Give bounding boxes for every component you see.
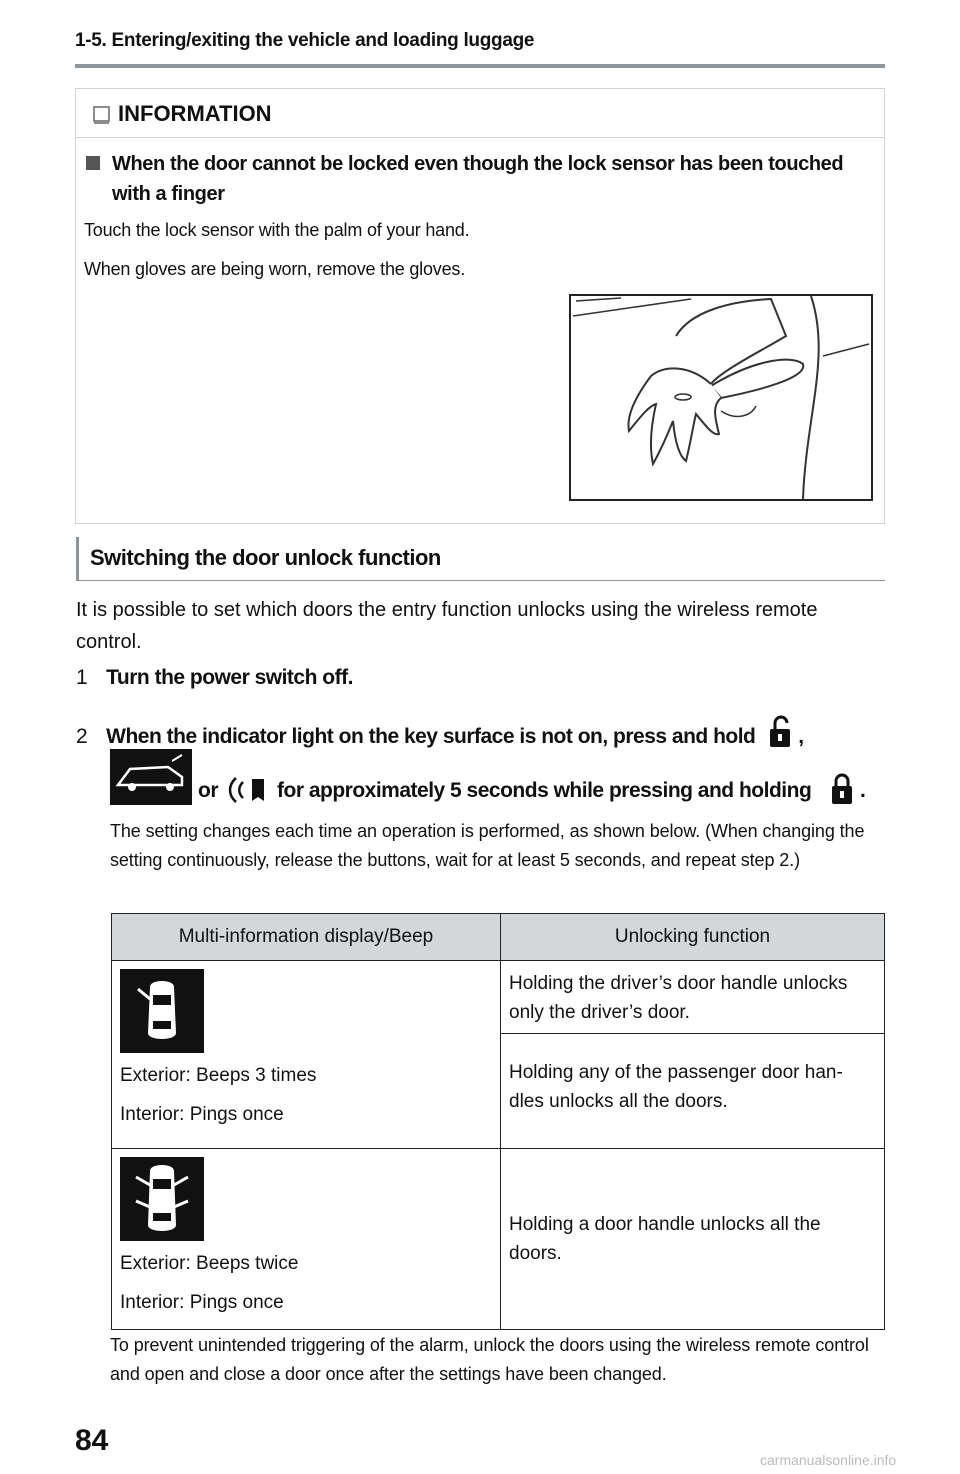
lock-icon [828, 773, 856, 805]
information-header [76, 89, 884, 138]
table-header-row [112, 914, 885, 961]
header-section: 1-5. Entering/exiting the vehicle and loading luggage [75, 30, 535, 51]
note-settings-change: The setting changes each time an operation is performed, as shown below. (When changing the setting continuously, release the buttons, wait for at least 5 seconds, and repeat step 2.) [110, 821, 865, 870]
all-doors-open-display-icon [120, 1157, 204, 1241]
table-header-function: Unlocking function [501, 914, 885, 961]
exterior-beeps-2: Exterior: Beeps twice [120, 1253, 299, 1274]
step-2-line-2 [110, 749, 890, 805]
page-number: 84 [75, 1424, 109, 1457]
table-cell-function-1b: Holding any of the passenger door han-dles unlocks all the doors. [501, 1034, 885, 1149]
section-rule [76, 580, 885, 581]
step-1-number: 1 [76, 666, 88, 689]
step-2-text-a: When the indicator light on the key surface is not on, press and hold [106, 725, 756, 748]
interior-pings-1: Interior: Pings once [120, 1104, 284, 1125]
step-2-text-b: for approximately 5 seconds while pressing and holding [277, 779, 812, 802]
step-1-text: Turn the power switch off. [106, 666, 353, 689]
table-cell-function-2: Holding a door handle unlocks all the doors. [501, 1149, 885, 1330]
hand-on-door-handle-illustration [569, 294, 873, 501]
table-cell-display-1 [112, 961, 501, 1149]
information-heading: When the door cannot be locked even though the lock sensor has been touched with a finger [112, 153, 844, 205]
section-title: Switching the door unlock function [90, 545, 441, 570]
table-row [112, 1149, 885, 1330]
step-2-or: or [198, 779, 218, 802]
section-intro: It is possible to set which doors the entry function unlocks using the wireless remote control. [76, 599, 818, 653]
step-2-comma: , [798, 725, 804, 748]
table-cell-display-2 [112, 1149, 501, 1330]
note-alarm: To prevent unintended triggering of the alarm, unlock the doors using the wireless remote control and open and close a door once after the settings have been changed. [110, 1335, 869, 1384]
step-2-end: . [860, 779, 866, 802]
interior-pings-2: Interior: Pings once [120, 1292, 284, 1313]
watermark: carmanualsonline.info [760, 1452, 897, 1468]
information-para-2: When gloves are being worn, remove the gloves. [84, 259, 466, 279]
unlock-icon [766, 715, 794, 749]
section-bar [76, 537, 79, 581]
step-2-number: 2 [76, 725, 88, 748]
book-icon [92, 105, 112, 125]
bullet-square [86, 156, 100, 170]
unlock-function-table [111, 913, 885, 1330]
table-row [112, 961, 885, 1034]
table-header-display: Multi-information display/Beep [112, 914, 501, 961]
information-box [75, 88, 885, 524]
step-1 [76, 666, 876, 690]
back-door-icon [110, 749, 192, 805]
panic-icon [228, 775, 270, 805]
driver-door-open-display-icon [120, 969, 204, 1053]
exterior-beeps-1: Exterior: Beeps 3 times [120, 1065, 317, 1086]
table-cell-function-1a: Holding the driver’s door handle unlocks only the driver’s door. [501, 961, 885, 1034]
information-title: INFORMATION [118, 101, 272, 126]
information-para-1: Touch the lock sensor with the palm of your hand. [84, 220, 470, 240]
step-2-line-1 [76, 715, 886, 749]
header-rule [75, 64, 885, 68]
